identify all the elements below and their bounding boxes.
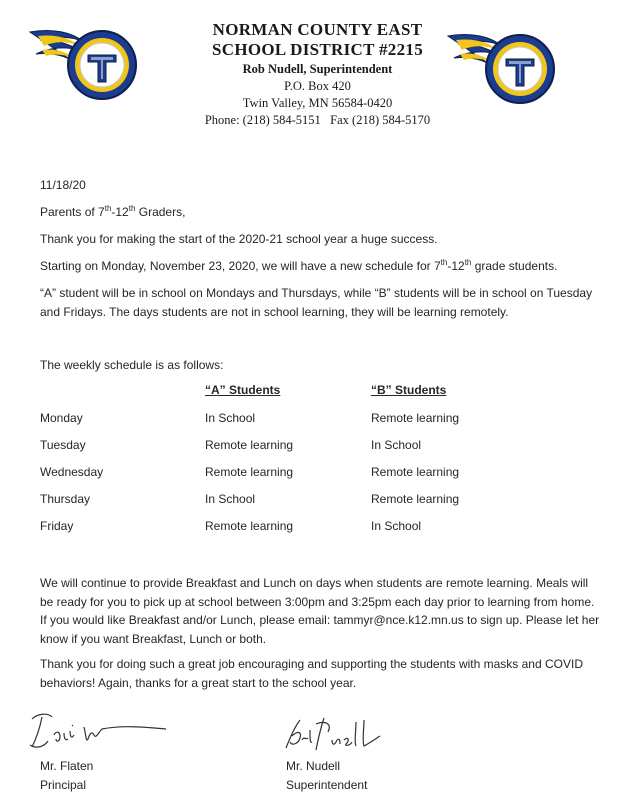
day-cell: Wednesday (40, 465, 104, 479)
org-name-line1: NORMAN COUNTY EAST (212, 20, 423, 39)
paragraph-closing: Thank you for doing such a great job encouraging and supporting the students with masks and COVID behaviors! Again, thanks for a great start to the school year. (40, 657, 583, 690)
po-box: P.O. Box 420 (284, 79, 351, 93)
principal-signature (26, 705, 176, 755)
day-cell: Tuesday (40, 438, 86, 452)
paragraph-meals: We will continue to provide Breakfast and Lunch on days when students are remote learning. Meals will be ready for you to pick up at school between 3:00pm and 3:25pm each day prior to learning from home. If you would like Breakfast and/or Lunch, please email: tammyr@nce.k12.mn.us to sign up. Please let her know if you want Breakfast, Lunch or both. (40, 576, 600, 646)
letter-date: 11/18/20 (40, 178, 86, 192)
org-name-line2: SCHOOL DISTRICT #2215 (212, 40, 423, 59)
a-cell: In School (205, 411, 256, 425)
b-cell: Remote learning (371, 465, 460, 479)
b-cell: In School (371, 438, 422, 452)
paragraph-sup: th (464, 258, 472, 267)
b-cell: In School (371, 519, 422, 533)
schedule-intro: The weekly schedule is as follows: (40, 358, 224, 372)
superintendent-name: Mr. Nudell (286, 759, 341, 773)
city-line: Twin Valley, MN 56584-0420 (242, 96, 393, 110)
paragraph-sup: th (440, 258, 448, 267)
superintendent-title: Superintendent (286, 778, 368, 792)
a-cell: Remote learning (205, 465, 294, 479)
superintendent-signature (276, 710, 416, 760)
b-cell: Remote learning (371, 492, 460, 506)
paragraph-ab-explanation: “A” student will be in school on Mondays and Thursdays, while “B” students will be in school on Tuesday and Fridays. The days students are not in school learning, they will be learning remotely. (40, 286, 593, 319)
greeting (40, 203, 185, 222)
paragraph-text: Starting on Monday, November 23, 2020, we will have a new schedule for 7 (40, 259, 441, 273)
paragraph-text: -12 (447, 259, 465, 273)
greeting-text: Parents of 7 (40, 205, 105, 219)
superintendent-line: Rob Nudell, Superintendent (242, 62, 393, 76)
greeting-text: Graders, (135, 205, 186, 219)
day-cell: Thursday (40, 492, 91, 506)
paragraph-thanks: Thank you for making the start of the 2020-21 school year a huge success. (40, 232, 438, 246)
greeting-sup: th (128, 204, 136, 213)
column-header-a: “A” Students (205, 383, 281, 397)
greeting-text: -12 (111, 205, 129, 219)
column-header-b: “B” Students (371, 383, 447, 397)
principal-name: Mr. Flaten (40, 759, 94, 773)
day-cell: Friday (40, 519, 74, 533)
principal-title: Principal (40, 778, 87, 792)
paragraph-schedule-start (40, 257, 600, 276)
day-cell: Monday (40, 411, 83, 425)
paragraph-text: grade students. (471, 259, 558, 273)
b-cell: Remote learning (371, 411, 460, 425)
a-cell: Remote learning (205, 438, 294, 452)
a-cell: In School (205, 492, 256, 506)
a-cell: Remote learning (205, 519, 294, 533)
greeting-sup: th (104, 204, 112, 213)
phone-fax: Phone: (218) 584-5151 Fax (218) 584-5170 (204, 113, 431, 127)
